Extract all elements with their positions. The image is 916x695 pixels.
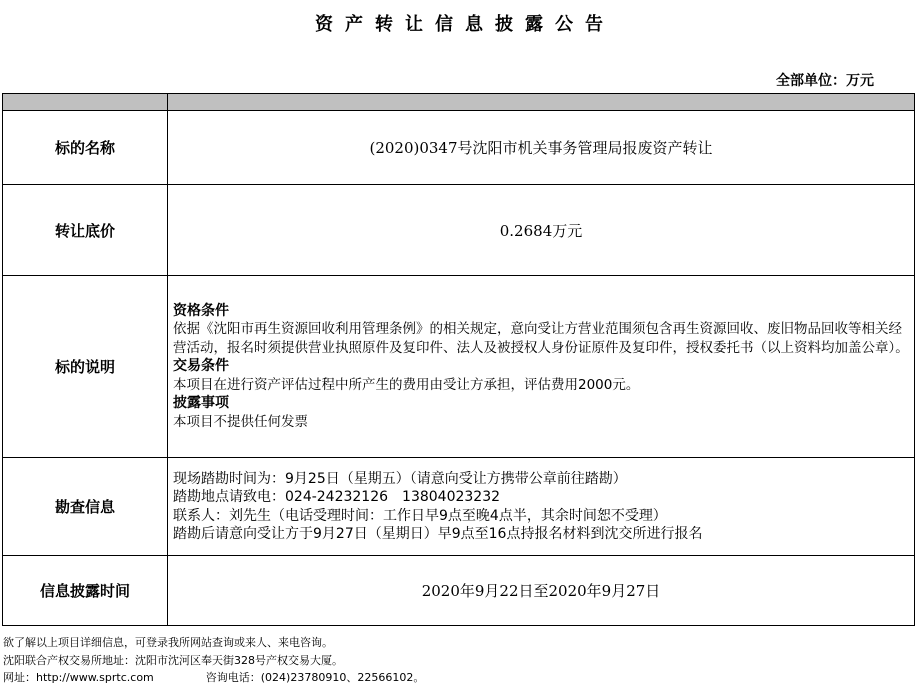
- period-label: 信息披露时间: [3, 556, 168, 626]
- header-cell-left: [3, 94, 168, 111]
- name-label: 标的名称: [3, 111, 168, 185]
- trade-heading: 交易条件: [173, 358, 229, 375]
- footer-line-3: [3, 669, 424, 687]
- unit-note: 全部单位：万元: [776, 73, 874, 89]
- qualification-text: 依据《沈阳市再生资源回收利用管理条例》的相关规定，意向受让方营业范围须包含再生资源回收、废旧物品回收等相关经营活动，报名时须提供营业执照原件及复印件、法人及被授权人身份证原件及复印件，授权委托书（以上资料均加盖公章）。: [173, 321, 909, 356]
- footer-line-1: 欲了解以上项目详细信息，可登录我所网站查询或来人、来电咨询。: [3, 636, 333, 649]
- inspection-content: [168, 458, 915, 556]
- name-value: (2020)0347号沈阳市机关事务管理局报废资产转让: [168, 111, 915, 185]
- table-row-name: [3, 111, 915, 185]
- inspection-line: 现场踏勘时间为：9月25日（星期五）（请意向受让方携带公章前往踏勘）: [173, 470, 627, 487]
- header-cell-right: [168, 94, 915, 111]
- table-row-period: [3, 556, 915, 626]
- inspection-line: 联系人：刘先生（电话受理时间：工作日早9点至晚4点半，其余时间恕不受理）: [173, 507, 667, 524]
- info-table: [2, 93, 915, 626]
- qualification-heading: 资格条件: [173, 302, 229, 319]
- footer: [3, 634, 424, 687]
- inspection-label: 勘查信息: [3, 458, 168, 556]
- description-label: 标的说明: [3, 276, 168, 458]
- table-row-inspection: [3, 458, 915, 556]
- table-row-description: [3, 276, 915, 458]
- disclosure-heading: 披露事项: [173, 395, 229, 412]
- disclosure-text: 本项目不提供任何发票: [173, 413, 308, 430]
- phone-text: 咨询电话：(024)23780910、22566102。: [205, 671, 425, 684]
- price-value: 0.2684万元: [168, 185, 915, 276]
- inspection-line: 踏勘后请意向受让方于9月27日（星期日）早9点至16点持报名材料到沈交所进行报名: [173, 526, 703, 542]
- inspection-line: 踏勘地点请致电：024-24232126 13804023232: [173, 489, 501, 505]
- header-row: [3, 94, 915, 111]
- price-label: 转让底价: [3, 185, 168, 276]
- page-title: 资产转让信息披露公告: [315, 14, 615, 35]
- footer-line-2: 沈阳联合产权交易所地址：沈阳市沈河区奉天街328号产权交易大厦。: [3, 653, 343, 667]
- table-row-price: [3, 185, 915, 276]
- website-link[interactable]: 网址：http://www.sprtc.com: [3, 671, 154, 684]
- description-content: [168, 276, 915, 458]
- trade-text: 本项目在进行资产评估过程中所产生的费用由受让方承担，评估费用2000元。: [173, 376, 640, 393]
- period-value: 2020年9月22日至2020年9月27日: [168, 556, 915, 626]
